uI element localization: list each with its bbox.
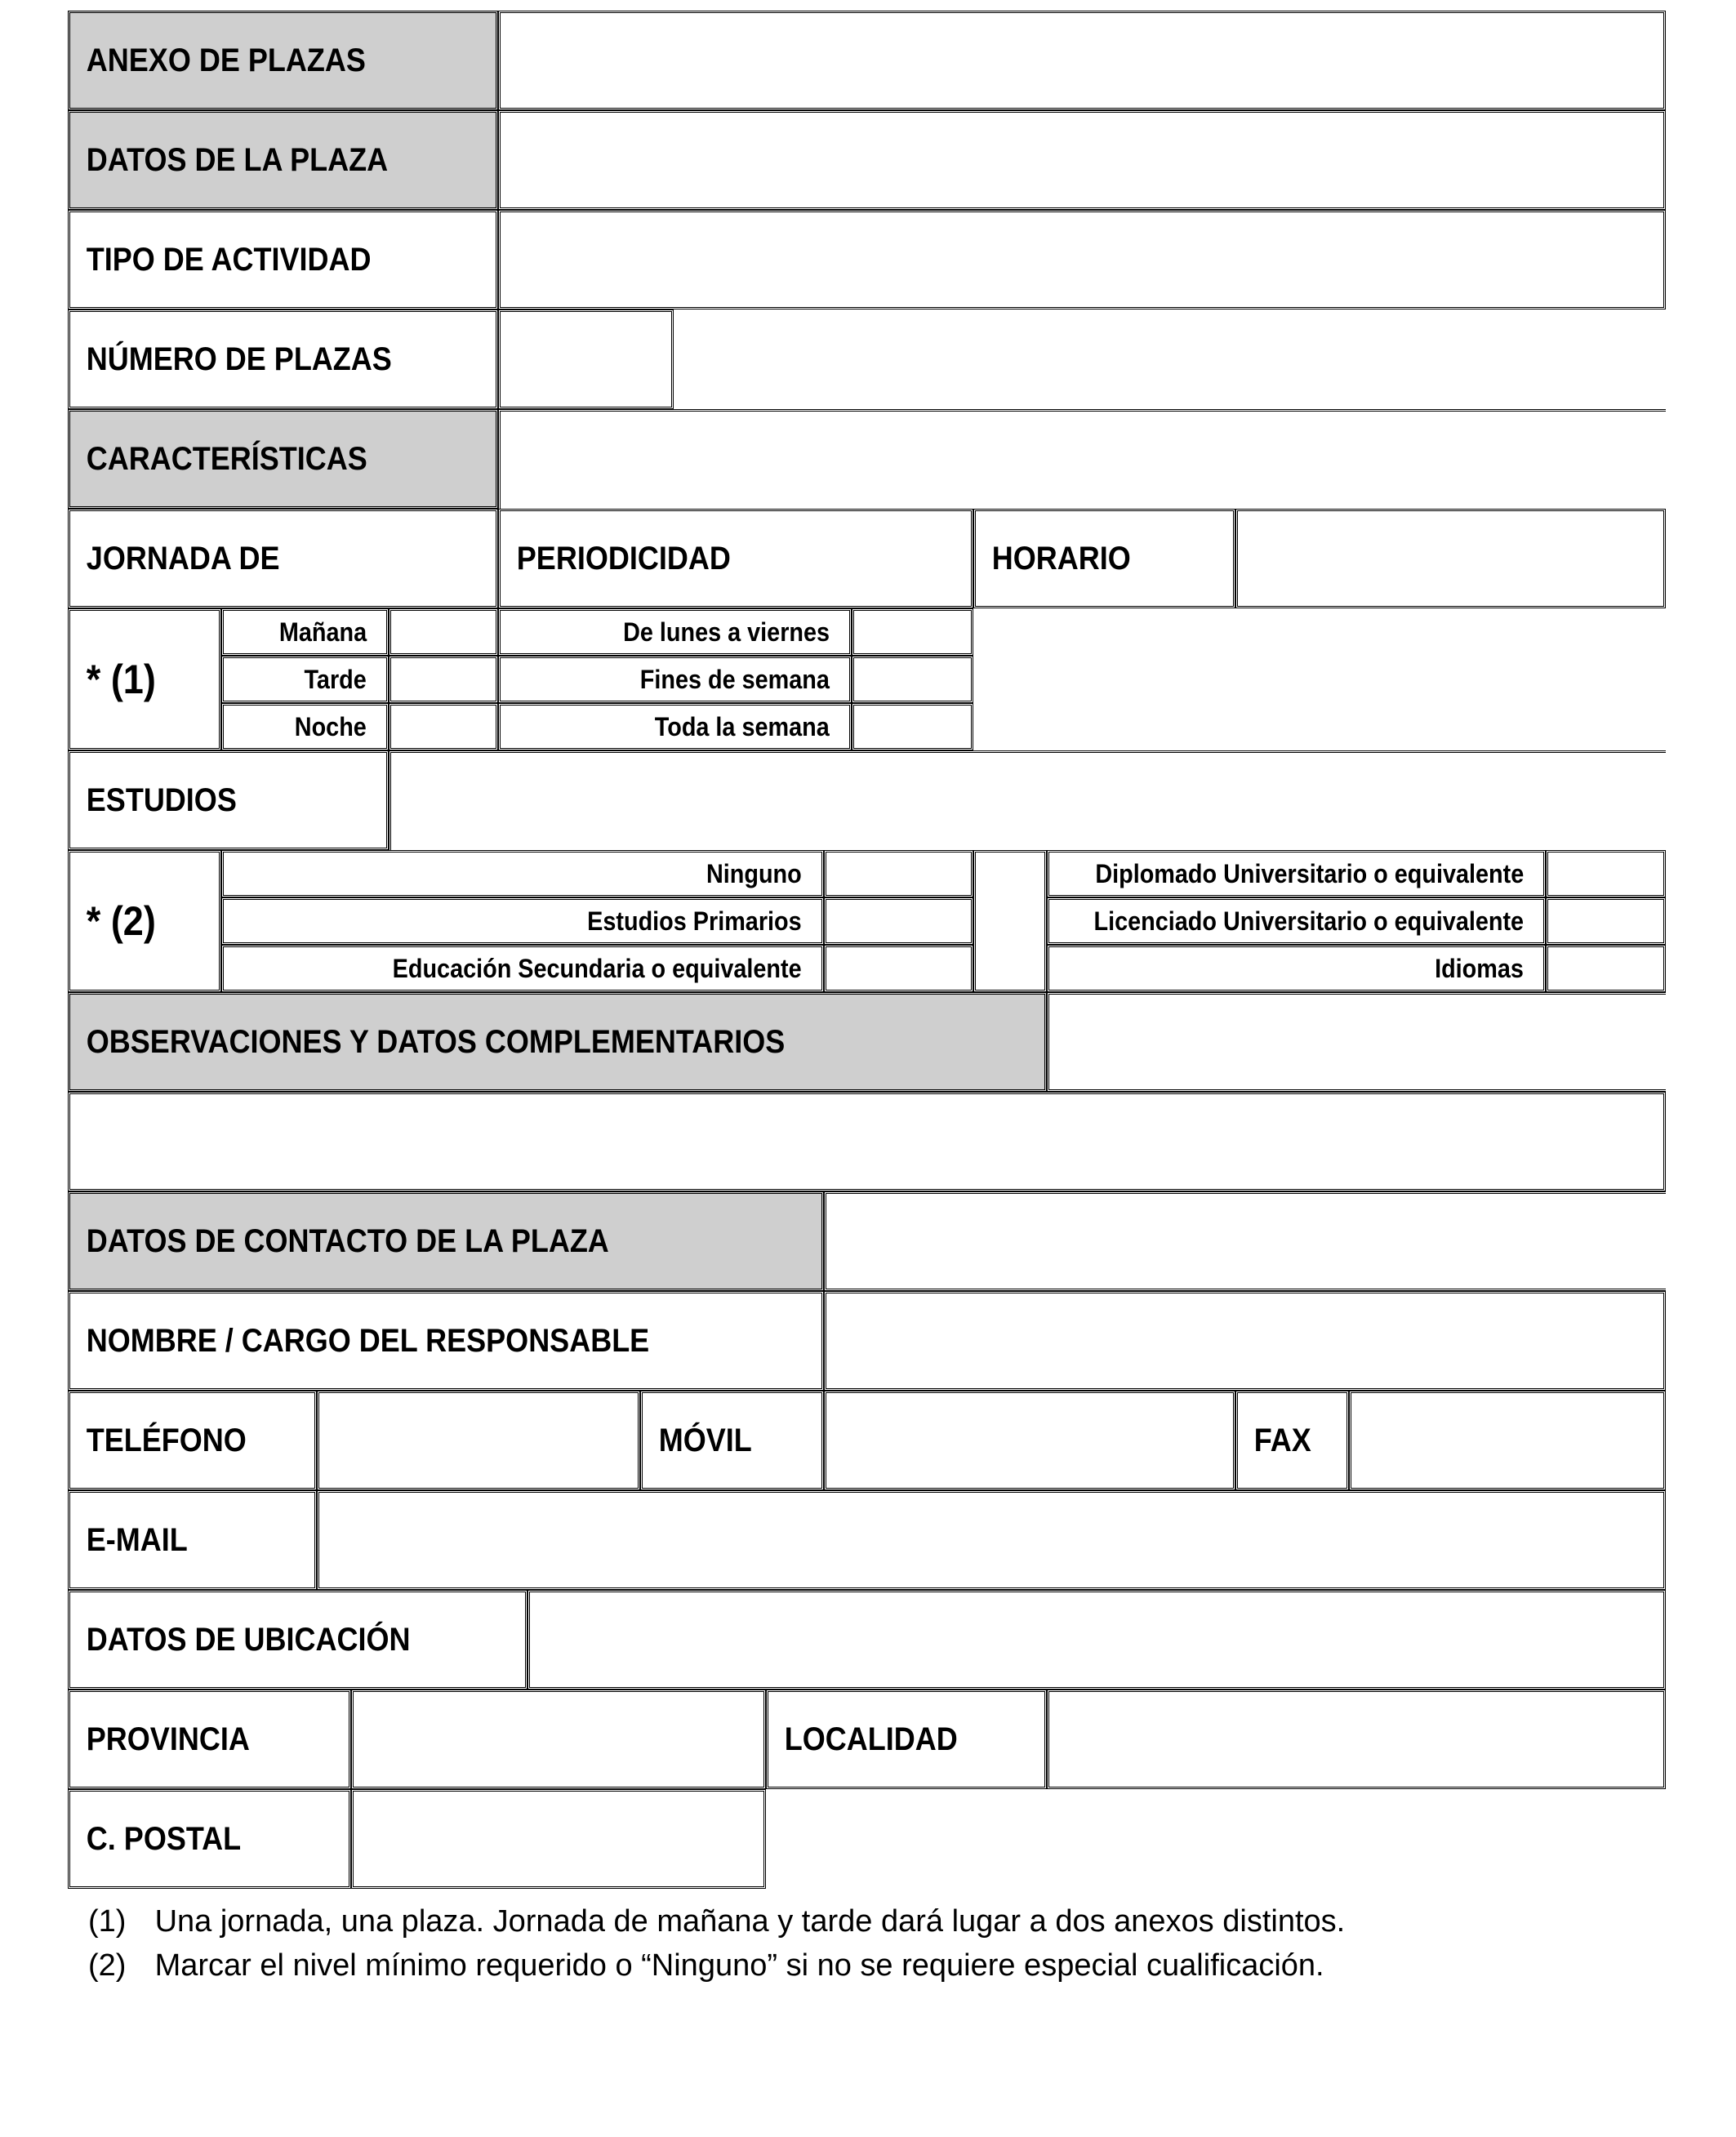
responsable-label: NOMBRE / CARGO DEL RESPONSABLE [86,1322,650,1359]
periodicidad-label-cell [498,509,973,608]
toda-semana-label-cell [498,703,852,750]
cpostal-label: C. POSTAL [86,1820,242,1857]
jornada-label-cell [68,509,498,608]
datos-plaza-label-cell [68,110,498,210]
localidad-field[interactable] [1047,1690,1666,1789]
footnote-1-marker: * (1) [86,657,156,702]
fax-label: FAX [1253,1422,1311,1458]
fax-field[interactable] [1349,1391,1666,1490]
ninguno-label: Ninguno [706,858,802,888]
tipo-actividad-field[interactable] [498,210,1666,309]
footnote-2-marker: * (2) [86,898,156,944]
caracteristicas-label: CARACTERÍSTICAS [86,440,367,477]
contacto-label-cell [68,1191,824,1291]
manana-checkbox[interactable] [389,608,498,656]
provincia-label: PROVINCIA [86,1721,250,1757]
estudios-label-cell [68,750,389,850]
toda-semana-checkbox[interactable] [852,703,973,750]
horario-field[interactable] [1235,509,1666,608]
tarde-label: Tarde [304,664,367,694]
cpostal-label-cell [68,1789,351,1889]
horario-label: HORARIO [991,540,1131,577]
footnote-2-text: Marcar el nivel mínimo requerido o “Ninguno” si no se requiere especial cualificación. [154,1948,1324,1983]
ubicacion-label: DATOS DE UBICACIÓN [86,1621,411,1658]
primarios-checkbox[interactable] [824,897,973,945]
datos-plaza-label: DATOS DE LA PLAZA [86,141,389,178]
telefono-label: TELÉFONO [86,1422,247,1458]
ubicacion-field[interactable] [527,1590,1666,1690]
footnote-1-number: (1) [88,1904,127,1939]
movil-label-cell [640,1391,824,1490]
fines-semana-label-cell [498,656,852,703]
anexo-label-cell [68,11,498,110]
estudios-label: ESTUDIOS [86,781,237,818]
primarios-label-cell [221,897,824,945]
caracteristicas-label-cell [68,409,498,509]
secundaria-checkbox[interactable] [824,945,973,992]
fax-label-cell [1235,1391,1349,1490]
estudios-field [389,750,1666,850]
localidad-label: LOCALIDAD [784,1721,958,1757]
secundaria-label-cell [221,945,824,992]
provincia-label-cell [68,1690,351,1789]
numero-plazas-label-cell [68,309,498,409]
jornada-label: JORNADA DE [86,540,280,577]
telefono-label-cell [68,1391,317,1490]
ubicacion-label-cell [68,1590,527,1690]
movil-field[interactable] [824,1391,1235,1490]
email-label: E-MAIL [86,1521,188,1558]
email-label-cell [68,1490,317,1590]
idiomas-label-cell [1047,945,1546,992]
contacto-field [824,1191,1666,1291]
observaciones-label-cell [68,992,1047,1092]
licenciado-checkbox[interactable] [1546,897,1666,945]
tipo-actividad-label-cell [68,210,498,309]
observaciones-field[interactable] [68,1092,1666,1191]
secundaria-label: Educación Secundaria o equivalente [393,953,802,983]
diplomado-label: Diplomado Universitario o equivalente [1095,858,1524,888]
tarde-label-cell [221,656,389,703]
toda-semana-label: Toda la semana [655,711,830,741]
idiomas-label: Idiomas [1435,953,1524,983]
manana-label: Mañana [278,617,367,647]
footnote-1-text: Una jornada, una plaza. Jornada de mañana y tarde dará lugar a dos anexos distintos. [154,1904,1346,1939]
noche-label-cell [221,703,389,750]
anexo-field[interactable] [498,11,1666,110]
manana-label-cell [221,608,389,656]
fines-semana-label: Fines de semana [639,664,830,694]
primarios-label: Estudios Primarios [587,906,802,936]
lunes-viernes-checkbox[interactable] [852,608,973,656]
diplomado-checkbox[interactable] [1546,850,1666,897]
ninguno-checkbox[interactable] [824,850,973,897]
footnote-2 [88,1948,1324,1983]
licenciado-label-cell [1047,897,1546,945]
responsable-field[interactable] [824,1291,1666,1391]
observaciones-label: OBSERVACIONES Y DATOS COMPLEMENTARIOS [86,1023,786,1060]
noche-label: Noche [294,711,367,741]
lunes-viernes-label-cell [498,608,852,656]
tipo-actividad-label: TIPO DE ACTIVIDAD [86,241,372,278]
numero-plazas-label: NÚMERO DE PLAZAS [86,341,392,377]
cpostal-field[interactable] [351,1789,766,1889]
jornada-note-cell [68,608,221,750]
numero-plazas-field[interactable] [498,309,674,409]
contacto-label: DATOS DE CONTACTO DE LA PLAZA [86,1222,609,1259]
horario-label-cell [973,509,1235,608]
anexo-label: ANEXO DE PLAZAS [86,42,366,78]
diplomado-label-cell [1047,850,1546,897]
tarde-checkbox[interactable] [389,656,498,703]
observaciones-header-field [1047,992,1666,1092]
estudios-note-cell [68,850,221,992]
footnote-1 [88,1904,1345,1939]
movil-label: MÓVIL [658,1422,752,1458]
idiomas-checkbox[interactable] [1546,945,1666,992]
fines-semana-checkbox[interactable] [852,656,973,703]
ninguno-label-cell [221,850,824,897]
estudios-spacer [973,850,1047,992]
lunes-viernes-label: De lunes a viernes [623,617,830,647]
provincia-field[interactable] [351,1690,766,1789]
responsable-label-cell [68,1291,824,1391]
noche-checkbox[interactable] [389,703,498,750]
footnote-2-number: (2) [88,1948,127,1983]
caracteristicas-field [498,409,1666,509]
periodicidad-label: PERIODICIDAD [516,540,731,577]
email-field[interactable] [317,1490,1666,1590]
telefono-field[interactable] [317,1391,640,1490]
licenciado-label: Licenciado Universitario o equivalente [1093,906,1524,936]
datos-plaza-field[interactable] [498,110,1666,210]
localidad-label-cell [766,1690,1047,1789]
